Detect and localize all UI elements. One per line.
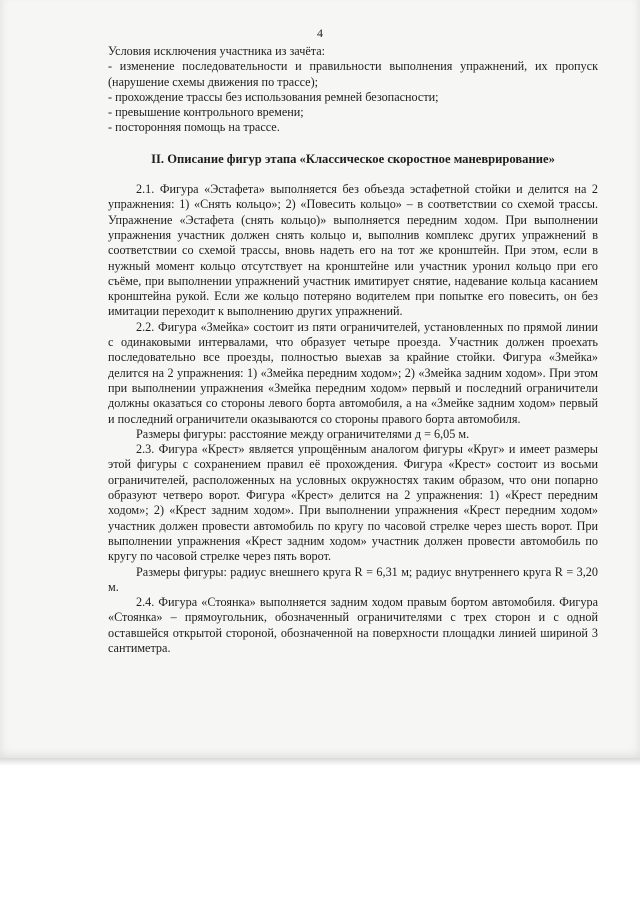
section-title: II. Описание фигур этапа «Классическое скоростное маневрирование» (151, 151, 555, 166)
paragraph-figure-parking: 2.4. Фигура «Стоянка» выполняется задним ходом правым бортом автомобиля. Фигура «Стоянка» – прямоугольник, обозначенный ограничителями с трех сторон и с одной оставшейся открытой стороной, обозначенной на поверхности площадки линией шириной 3 сантиметра. (108, 595, 598, 655)
condition-item: - превышение контрольного времени; (108, 105, 304, 120)
paragraph-cross-dimensions: Размеры фигуры: радиус внешнего круга R = 6,31 м; радиус внутреннего круга R = 3,20 м. (108, 564, 598, 594)
condition-item: - прохождение трассы без использования ремней безопасности; (108, 89, 439, 104)
paragraph-snake-dimensions: Размеры фигуры: расстояние между ограничителями д = 6,05 м. (136, 426, 470, 441)
page-number: 4 (317, 26, 323, 40)
paragraph-figure-cross: 2.3. Фигура «Крест» является упрощённым аналогом фигуры «Круг» и имеет размеры этой фигуры с сохранением правил её прохождения. Фигура «Крест» состоит из восьми ограничителей, расположенных на условных окружностях таким образом, что они попарно образуют четверо ворот. Фигура «Крест» делится на 2 упражнения: 1) «Крест передним ходом»; 2) «Крест задним ходом». При выполнении упражнения «Крест передним ходом» участник должен провести автомобиль по кругу по часовой стрелке через шесть ворот. При выполнении упражнения «Крест задним ходом» участник должен провести автомобиль по кругу по часовой стрелке через пять ворот. (108, 442, 598, 564)
condition-item: - посторонняя помощь на трассе. (108, 120, 280, 135)
condition-item: - изменение последовательности и правильности выполнения упражнений, их пропуск (нарушение схемы движения по трассе); (108, 59, 598, 89)
page-bottom-edge (0, 758, 640, 766)
paragraph-figure-snake: 2.2. Фигура «Змейка» состоит из пяти ограничителей, установленных по прямой линии с одинаковыми интервалами, что образует четыре проезда. Участник должен проехать последовательно все проезды, полностью выехав за крайние стойки. Фигура «Змейка» делится на 2 упражнения: 1) «Змейка передним ходом»; 2) «Змейка задним ходом». При этом при выполнении упражнения «Змейка передним ходом» первый и последний ограничители должны оказаться со стороны левого борта автомобиля, а на «Змейке задним ходом» первый и последний ограничители оказываются со стороны правого борта автомобиля. (108, 319, 598, 426)
paragraph-figure-relay: 2.1. Фигура «Эстафета» выполняется без объезда эстафетной стойки и делится на 2 упражнения: 1) «Снять кольцо»; 2) «Повесить кольцо» – в соответствии со схемой трассы. Упражнение «Эстафета (снять кольцо)» выполняется передним ходом. При выполнении упражнения участник должен снять кольцо и, выполнив комплекс других упражнений в соответствии со схемой трассы, вновь надеть его на тот же кронштейн. При этом, если в нужный момент кольцо отсутствует на кронштейне или участник уронил кольцо при его съёме, при выполнении упражнений участник имитирует снятие, надевание кольца касанием кронштейна рукой. Если же кольцо потеряно водителем при попытке его повесить, он без имитации переходит к выполнению других упражнений. (108, 182, 598, 319)
conditions-intro: Условия исключения участника из зачёта: (108, 44, 326, 58)
page-content (108, 44, 598, 656)
